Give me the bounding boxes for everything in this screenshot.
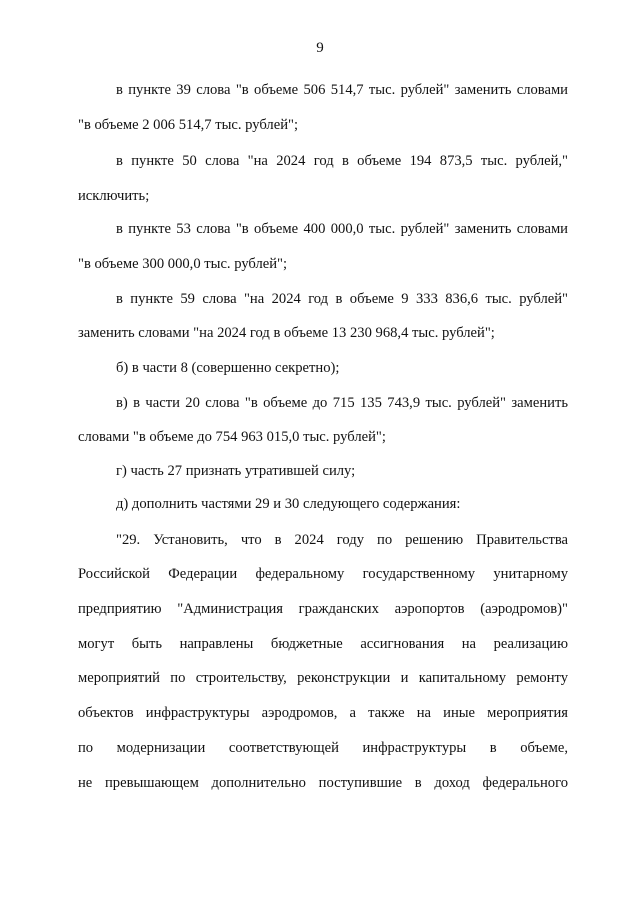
- text-line: в пункте 59 слова "на 2024 год в объеме 9 333 836,6 тыс. рублей": [116, 291, 568, 307]
- text-line: в пункте 50 слова "на 2024 год в объеме 194 873,5 тыс. рублей,": [116, 153, 568, 169]
- text-line: г) часть 27 признать утратившей силу;: [116, 463, 356, 479]
- text-line: словами "в объеме до 754 963 015,0 тыс. рублей";: [78, 429, 386, 445]
- text-line: мероприятий по строительству, реконструкции и капитальному ремонту: [78, 670, 568, 686]
- text-line: в) в части 20 слова "в объеме до 715 135 743,9 тыс. рублей" заменить: [116, 395, 568, 411]
- text-line: объектов инфраструктуры аэродромов, а также на иные мероприятия: [78, 705, 568, 721]
- text-line: в пункте 53 слова "в объеме 400 000,0 тыс. рублей" заменить словами: [116, 221, 568, 237]
- text-line: б) в части 8 (совершенно секретно);: [116, 360, 340, 376]
- text-line: "в объеме 2 006 514,7 тыс. рублей";: [78, 117, 299, 133]
- text-line: Российской Федерации федеральному государственному унитарному: [78, 566, 568, 582]
- text-line: по модернизации соответствующей инфраструктуры в объеме,: [78, 740, 568, 756]
- text-line: предприятию "Администрация гражданских аэропортов (аэродромов)": [78, 601, 568, 617]
- text-line: "29. Установить, что в 2024 году по решению Правительства: [116, 532, 568, 548]
- text-line: не превышающем дополнительно поступившие в доход федерального: [78, 775, 568, 791]
- text-line: могут быть направлены бюджетные ассигнования на реализацию: [78, 636, 568, 652]
- text-line: исключить;: [78, 188, 150, 204]
- text-line: д) дополнить частями 29 и 30 следующего содержания:: [116, 496, 461, 512]
- text-line: заменить словами "на 2024 год в объеме 13 230 968,4 тыс. рублей";: [78, 325, 495, 341]
- text-line: "в объеме 300 000,0 тыс. рублей";: [78, 256, 288, 272]
- page-number: 9: [316, 40, 324, 56]
- text-line: в пункте 39 слова "в объеме 506 514,7 тыс. рублей" заменить словами: [116, 82, 568, 98]
